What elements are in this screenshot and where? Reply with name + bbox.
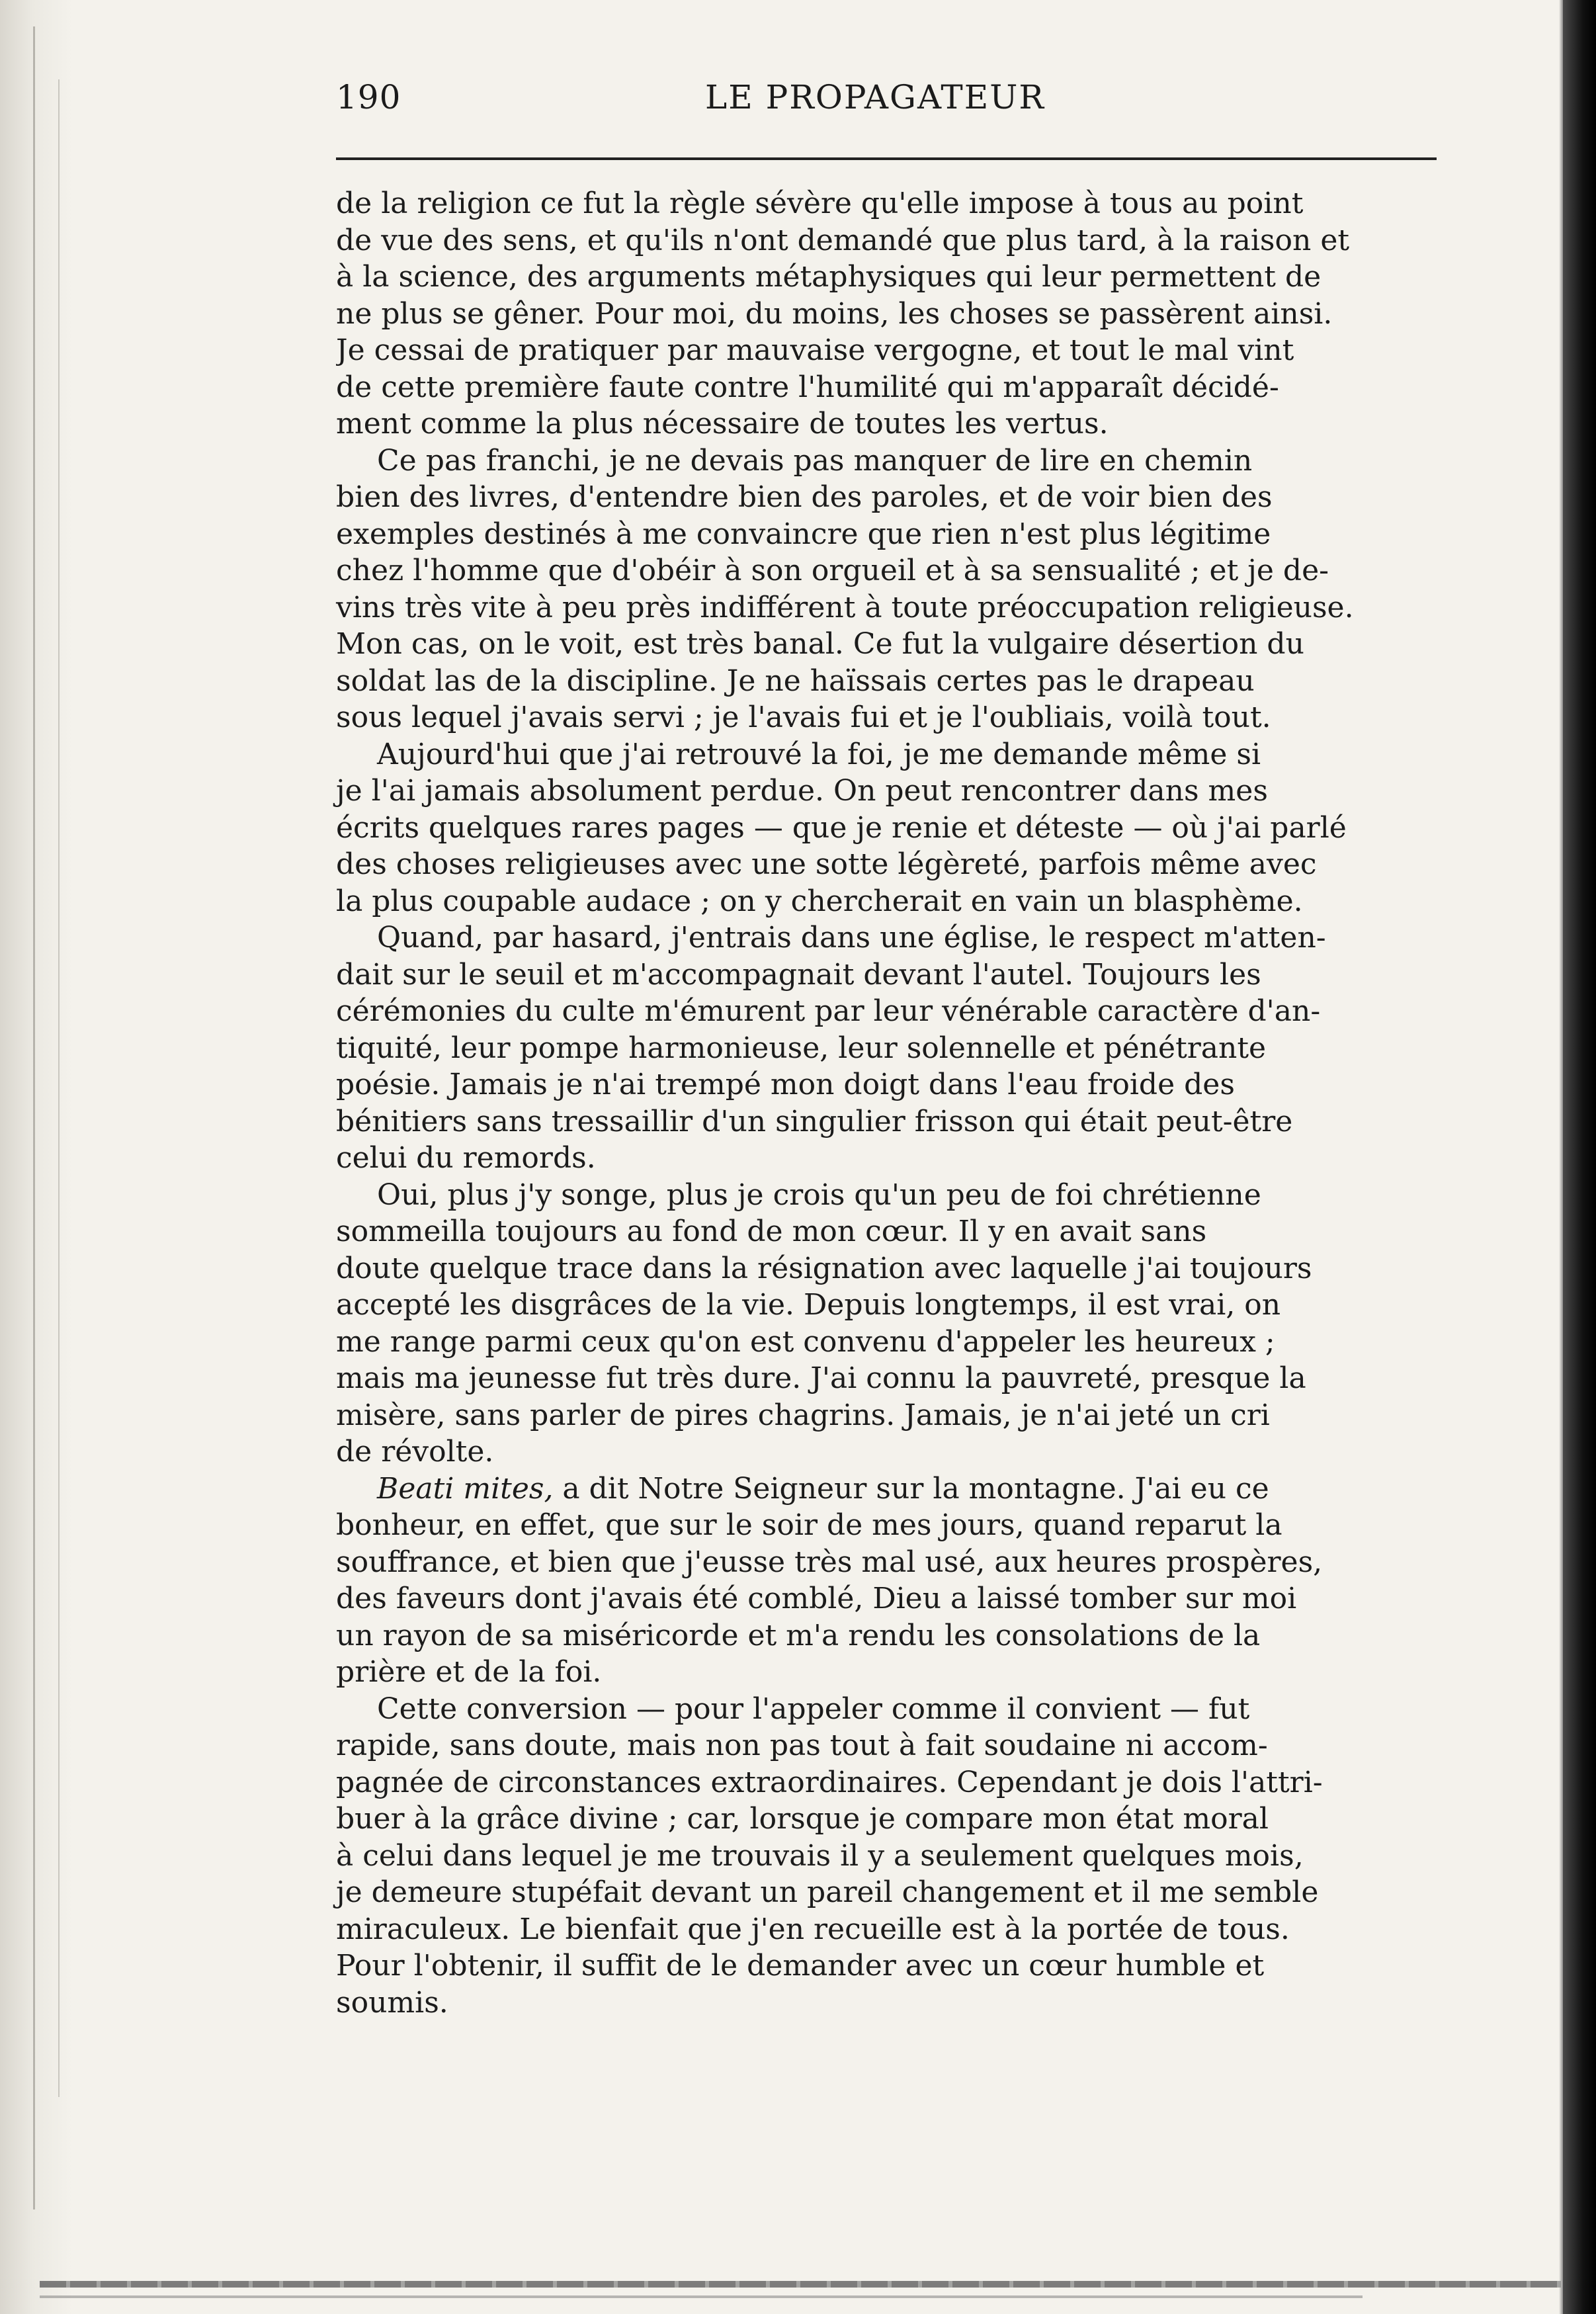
text-line: je demeure stupéfait devant un pareil changement et il me semble [336, 1875, 1319, 1909]
text-line: prière et de la foi. [336, 1655, 602, 1689]
running-title: LE PROPAGATEUR [705, 78, 1045, 116]
text-line: tiquité, leur pompe harmonieuse, leur solennelle et pénétrante [336, 1031, 1267, 1065]
text-line: celui du remords. [336, 1141, 596, 1175]
text-line: à la science, des arguments métaphysiques qui leur permettent de [336, 260, 1322, 294]
text-line: soldat las de la discipline. Je ne haïssais certes pas le drapeau [336, 664, 1255, 698]
text-line: Mon cas, on le voit, est très banal. Ce fut la vulgaire désertion du [336, 627, 1304, 661]
italic-lead: Beati mites, [377, 1471, 554, 1506]
text-line: doute quelque trace dans la résignation avec laquelle j'ai toujours [336, 1251, 1312, 1285]
gutter-shadow-line [33, 26, 35, 2209]
paragraph [336, 185, 1439, 443]
text-line: Cette conversion — pour l'appeler comme il convient — fut [377, 1692, 1250, 1726]
text-line: miraculeux. Le bienfait que j'en recueille est à la portée de tous. [336, 1912, 1290, 1946]
page-number: 190 [336, 78, 401, 116]
text-line: poésie. Jamais je n'ai trempé mon doigt dans l'eau froide des [336, 1068, 1235, 1101]
text-line: des faveurs dont j'avais été comblé, Dieu a laissé tomber sur moi [336, 1582, 1297, 1615]
text-line: dait sur le seuil et m'accompagnait devant l'autel. Toujours les [336, 957, 1261, 992]
text-line: vins très vite à peu près indifférent à toute préoccupation religieuse. [336, 590, 1354, 624]
text-line: buer à la grâce divine ; car, lorsque je compare mon état moral [336, 1802, 1269, 1836]
paragraph [336, 920, 1439, 1177]
text-line: Quand, par hasard, j'entrais dans une église, le respect m'atten- [377, 921, 1326, 955]
text-line: sommeilla toujours au fond de mon cœur. Il y en avait sans [336, 1215, 1207, 1248]
text-line: rapide, sans doute, mais non pas tout à fait soudaine ni accom- [336, 1729, 1268, 1762]
header-rule [336, 157, 1437, 160]
text-line: misère, sans parler de pires chagrins. Jamais, je n'ai jeté un cri [336, 1398, 1270, 1432]
text-line: des choses religieuses avec une sotte légèreté, parfois même avec [336, 847, 1317, 881]
paragraph [336, 736, 1439, 920]
text-line: à celui dans lequel je me trouvais il y a seulement quelques mois, [336, 1838, 1304, 1873]
text-line: bonheur, en effet, que sur le soir de mes jours, quand reparut la [336, 1508, 1282, 1542]
text-line: ment comme la plus nécessaire de toutes les vertus. [336, 407, 1109, 441]
paragraph [336, 1691, 1439, 2022]
paragraph [336, 1471, 1439, 1691]
text-line: de révolte. [336, 1435, 494, 1469]
text-line: de cette première faute contre l'humilité qui m'apparaît décidé- [336, 370, 1279, 404]
text-line: Ce pas franchi, je ne devais pas manquer de lire en chemin [377, 443, 1253, 478]
text-line: me range parmi ceux qu'on est convenu d'appeler les heureux ; [336, 1324, 1275, 1359]
text-line: écrits quelques rares pages — que je renie et déteste — où j'ai parlé [336, 810, 1347, 845]
body-text [336, 185, 1439, 2021]
bottom-rule [40, 2281, 1561, 2288]
binding-shadow [1559, 0, 1563, 2314]
text-line: ne plus se gêner. Pour moi, du moins, les choses se passèrent ainsi. [336, 296, 1333, 331]
text-line: la plus coupable audace ; on y chercherait en vain un blasphème. [336, 884, 1303, 918]
text-line: exemples destinés à me convaincre que rien n'est plus légitime [336, 517, 1271, 551]
page-header [336, 78, 1441, 131]
text-line: un rayon de sa miséricorde et m'a rendu les consolations de la [336, 1618, 1261, 1652]
text-line: sous lequel j'avais servi ; je l'avais fui et je l'oubliais, voilà tout. [336, 701, 1271, 734]
right-binding-edge [1563, 0, 1596, 2314]
text-line: bénitiers sans tressaillir d'un singulier frisson qui était peut-être [336, 1104, 1293, 1138]
text-line: soumis. [336, 1985, 448, 2020]
text-line: Pour l'obtenir, il suffit de le demander avec un cœur humble et [336, 1949, 1265, 1983]
text-line: accepté les disgrâces de la vie. Depuis longtemps, il est vrai, on [336, 1288, 1281, 1322]
gutter-shadow-line [58, 79, 60, 2097]
text-line: Je cessai de pratiquer par mauvaise vergogne, et tout le mal vint [336, 333, 1294, 367]
text-line: souffrance, et bien que j'eusse très mal usé, aux heures prospères, [336, 1545, 1323, 1579]
text-line: cérémonies du culte m'émurent par leur vénérable caractère d'an- [336, 994, 1321, 1028]
text-line: pagnée de circonstances extraordinaires. Cependant je dois l'attri- [336, 1765, 1323, 1799]
text-line: chez l'homme que d'obéir à son orgueil et à sa sensualité ; et je de- [336, 554, 1329, 587]
text-line: bien des livres, d'entendre bien des paroles, et de voir bien des [336, 480, 1273, 514]
text-line: de la religion ce fut la règle sévère qu'elle impose à tous au point [336, 187, 1304, 220]
text-line: Oui, plus j'y songe, plus je crois qu'un peu de foi chrétienne [377, 1178, 1261, 1212]
paragraph [336, 443, 1439, 736]
text-line: Aujourd'hui que j'ai retrouvé la foi, je me demande même si [377, 737, 1261, 771]
paragraph [336, 1177, 1439, 1471]
text-line: Beati mites, a dit Notre Seigneur sur la montagne. J'ai eu ce [377, 1471, 1269, 1506]
text-line: de vue des sens, et qu'ils n'ont demandé que plus tard, à la raison et [336, 223, 1350, 257]
text-line: mais ma jeunesse fut très dure. J'ai connu la pauvreté, presque la [336, 1361, 1306, 1395]
bottom-rule [40, 2295, 1363, 2298]
left-page-gutter [0, 0, 73, 2314]
text-line: je l'ai jamais absolument perdue. On peut rencontrer dans mes [336, 774, 1268, 808]
